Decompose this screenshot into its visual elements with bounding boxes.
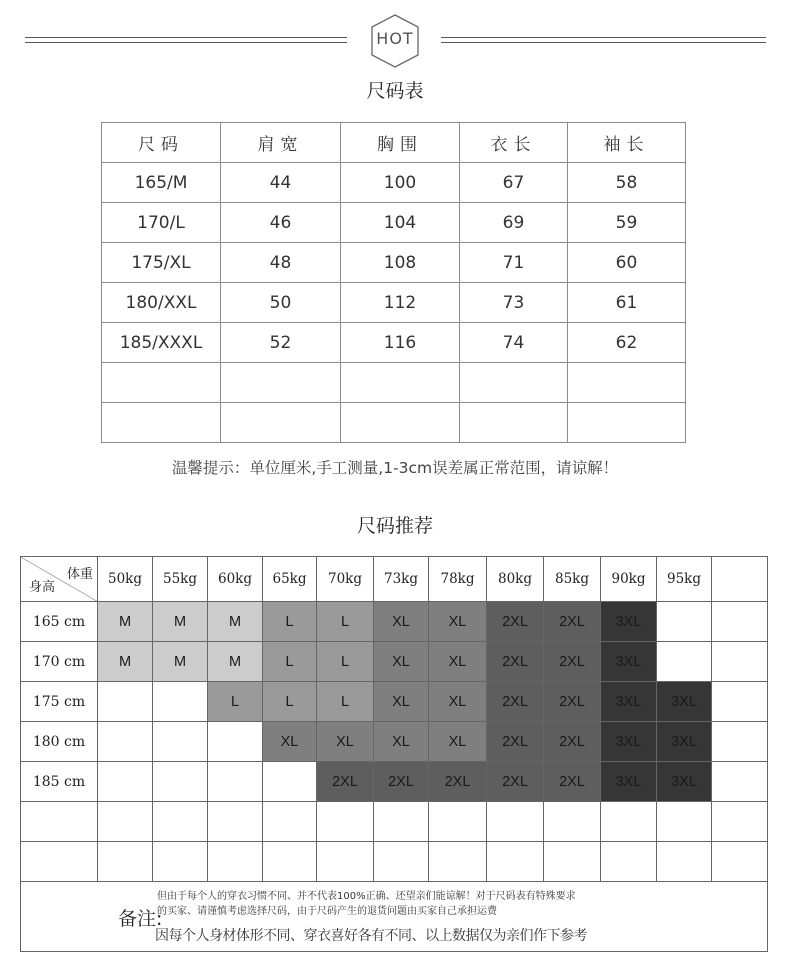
size-cell: L	[263, 602, 317, 642]
header-left-rule-2	[25, 42, 347, 43]
size-cell	[208, 842, 263, 882]
size-cell	[317, 842, 374, 882]
size-table-cell	[221, 403, 341, 443]
size-table-header-cell: 胸围	[341, 123, 460, 163]
size-cell	[657, 602, 712, 642]
size-table-cell: 48	[221, 243, 341, 283]
size-cell: XL	[374, 722, 429, 762]
size-table-row	[102, 243, 686, 283]
size-cell: XL	[374, 642, 429, 682]
size-cell	[263, 762, 317, 802]
size-table-header-cell: 肩宽	[221, 123, 341, 163]
size-cell	[208, 762, 263, 802]
size-cell: 3XL	[601, 602, 657, 642]
size-cell	[429, 842, 487, 882]
recommend-row	[21, 682, 768, 722]
size-table-cell: 44	[221, 163, 341, 203]
note-line-2: 的买家、请谨慎考虑选择尺码，由于尺码产生的退货问题由买家自己承担运费	[157, 906, 497, 917]
size-cell: 2XL	[374, 762, 429, 802]
size-cell	[208, 802, 263, 842]
recommend-row	[21, 722, 768, 762]
size-cell: XL	[429, 682, 487, 722]
size-table-cell: 74	[460, 323, 568, 363]
size-cell	[712, 802, 768, 842]
size-cell	[153, 682, 208, 722]
note-fine-print	[157, 889, 576, 919]
size-cell	[153, 722, 208, 762]
weight-header-cell: 50kg	[98, 557, 153, 602]
size-cell	[98, 682, 153, 722]
size-table-header-cell: 尺码	[102, 123, 221, 163]
size-cell: L	[317, 682, 374, 722]
size-table-cell: 59	[568, 203, 686, 243]
size-cell: M	[208, 602, 263, 642]
size-cell: M	[208, 642, 263, 682]
size-table-cell: 62	[568, 323, 686, 363]
height-cell	[21, 802, 98, 842]
weight-header-cell	[712, 557, 768, 602]
measurement-tip: 温馨提示：单位厘米,手工测量,1-3cm误差属正常范围，请谅解！	[171, 459, 619, 477]
size-cell: XL	[374, 682, 429, 722]
size-table-row	[102, 163, 686, 203]
recommend-row	[21, 842, 768, 882]
size-cell	[712, 842, 768, 882]
size-table-cell: 185/XXXL	[102, 323, 221, 363]
recommend-row	[21, 602, 768, 642]
size-cell: 3XL	[657, 682, 712, 722]
size-cell: 2XL	[544, 762, 601, 802]
size-table-header-cell: 衣长	[460, 123, 568, 163]
size-cell	[153, 762, 208, 802]
size-table-cell	[341, 403, 460, 443]
size-cell: M	[98, 642, 153, 682]
size-cell: 2XL	[487, 722, 544, 762]
recommend-title: 尺码推荐	[356, 515, 433, 537]
size-chart-table	[101, 122, 686, 443]
height-cell: 185 cm	[21, 762, 98, 802]
size-table-row	[102, 363, 686, 403]
size-table-cell	[460, 363, 568, 403]
weight-header-cell: 85kg	[544, 557, 601, 602]
size-cell	[657, 642, 712, 682]
size-table-cell: 100	[341, 163, 460, 203]
size-cell	[712, 722, 768, 762]
size-cell	[544, 802, 601, 842]
size-cell	[317, 802, 374, 842]
size-table-cell: 170/L	[102, 203, 221, 243]
size-table-cell	[341, 363, 460, 403]
size-table-cell: 46	[221, 203, 341, 243]
size-cell	[487, 842, 544, 882]
size-cell	[263, 842, 317, 882]
size-cell: 3XL	[601, 682, 657, 722]
weight-header-cell: 78kg	[429, 557, 487, 602]
size-cell	[712, 642, 768, 682]
size-table-cell: 175/XL	[102, 243, 221, 283]
header-right-rule	[441, 37, 766, 38]
size-recommend-table	[20, 556, 768, 952]
size-cell: L	[317, 602, 374, 642]
size-cell	[374, 802, 429, 842]
weight-header-cell: 90kg	[601, 557, 657, 602]
size-cell: 2XL	[487, 762, 544, 802]
recommend-row	[21, 762, 768, 802]
weight-header-cell: 95kg	[657, 557, 712, 602]
header-left-rule	[25, 37, 347, 38]
size-table-row	[102, 403, 686, 443]
size-table-cell: 50	[221, 283, 341, 323]
size-cell	[601, 842, 657, 882]
note-label: 备注:	[118, 908, 163, 930]
size-table-row	[102, 323, 686, 363]
size-cell: 2XL	[487, 602, 544, 642]
size-cell	[429, 802, 487, 842]
size-cell: 3XL	[657, 722, 712, 762]
note-cell	[21, 882, 768, 952]
size-cell	[98, 802, 153, 842]
size-cell: 3XL	[601, 722, 657, 762]
size-cell: XL	[429, 722, 487, 762]
size-cell: L	[317, 642, 374, 682]
size-table-cell: 52	[221, 323, 341, 363]
height-cell: 175 cm	[21, 682, 98, 722]
height-cell	[21, 842, 98, 882]
hot-badge-text: HOT	[376, 29, 414, 48]
size-table-header-cell: 袖长	[568, 123, 686, 163]
size-cell: 2XL	[487, 642, 544, 682]
size-cell: M	[153, 602, 208, 642]
size-cell: XL	[263, 722, 317, 762]
corner-header	[21, 557, 98, 602]
size-cell: L	[208, 682, 263, 722]
note-line-1: 但由于每个人的穿衣习惯不同、并不代表100%正确、还望亲们能谅解！对于尺码表有特殊要求	[157, 891, 576, 902]
size-table-cell	[460, 403, 568, 443]
size-cell: 2XL	[429, 762, 487, 802]
weight-header-cell: 60kg	[208, 557, 263, 602]
size-cell: XL	[317, 722, 374, 762]
weight-axis-label: 体重	[66, 567, 93, 582]
size-cell: 2XL	[317, 762, 374, 802]
note-line-3: 因每个人身材体形不同、穿衣喜好各有不同、以上数据仅为亲们作下参考	[155, 928, 587, 944]
height-cell: 170 cm	[21, 642, 98, 682]
size-table-cell	[102, 403, 221, 443]
size-table-cell: 180/XXL	[102, 283, 221, 323]
size-table-row	[102, 283, 686, 323]
size-table-cell: 104	[341, 203, 460, 243]
size-cell	[98, 722, 153, 762]
size-cell	[712, 602, 768, 642]
size-table-header-row	[102, 123, 686, 163]
size-cell: 3XL	[657, 762, 712, 802]
size-cell: XL	[429, 642, 487, 682]
recommend-row	[21, 642, 768, 682]
size-cell	[153, 842, 208, 882]
size-table-cell: 58	[568, 163, 686, 203]
size-cell	[263, 802, 317, 842]
size-cell	[208, 722, 263, 762]
weight-header-cell: 65kg	[263, 557, 317, 602]
header-right-rule-2	[441, 42, 766, 43]
size-cell	[98, 842, 153, 882]
size-table-cell: 67	[460, 163, 568, 203]
size-cell: M	[98, 602, 153, 642]
size-table-cell	[221, 363, 341, 403]
weight-header-cell: 73kg	[374, 557, 429, 602]
size-table-cell: 60	[568, 243, 686, 283]
height-cell: 165 cm	[21, 602, 98, 642]
height-cell: 180 cm	[21, 722, 98, 762]
size-cell	[657, 842, 712, 882]
size-table-cell: 61	[568, 283, 686, 323]
weight-header-cell: 80kg	[487, 557, 544, 602]
size-table-cell	[568, 363, 686, 403]
size-cell	[544, 842, 601, 882]
size-cell	[153, 802, 208, 842]
size-table-cell: 108	[341, 243, 460, 283]
size-cell	[657, 802, 712, 842]
size-cell	[374, 842, 429, 882]
size-cell: XL	[374, 602, 429, 642]
size-table-cell: 69	[460, 203, 568, 243]
size-cell: 2XL	[487, 682, 544, 722]
size-cell: L	[263, 682, 317, 722]
page-title: 尺码表	[366, 80, 424, 102]
weight-header-cell: 70kg	[317, 557, 374, 602]
size-table-cell: 112	[341, 283, 460, 323]
weight-header-cell: 55kg	[153, 557, 208, 602]
size-table-row	[102, 203, 686, 243]
size-table-cell: 71	[460, 243, 568, 283]
size-cell: 2XL	[544, 642, 601, 682]
size-cell: M	[153, 642, 208, 682]
size-cell: L	[263, 642, 317, 682]
size-cell	[98, 762, 153, 802]
size-cell: 2XL	[544, 602, 601, 642]
size-table-cell: 73	[460, 283, 568, 323]
size-cell: 2XL	[544, 682, 601, 722]
size-cell	[601, 802, 657, 842]
recommend-row	[21, 802, 768, 842]
size-cell: 3XL	[601, 642, 657, 682]
size-cell	[487, 802, 544, 842]
size-cell: XL	[429, 602, 487, 642]
size-table-cell	[568, 403, 686, 443]
height-axis-label: 身高	[29, 580, 56, 595]
size-cell: 3XL	[601, 762, 657, 802]
size-table-cell: 165/M	[102, 163, 221, 203]
size-table-cell: 116	[341, 323, 460, 363]
size-cell: 2XL	[544, 722, 601, 762]
size-table-cell	[102, 363, 221, 403]
size-cell	[712, 682, 768, 722]
size-cell	[712, 762, 768, 802]
